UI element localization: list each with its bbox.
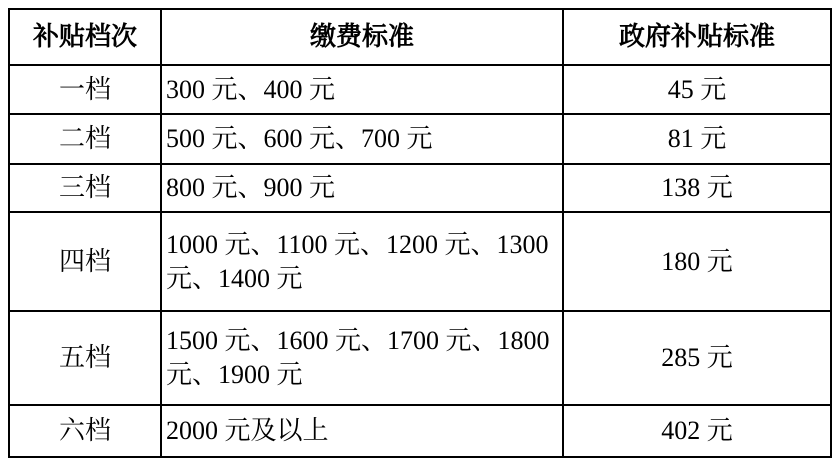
payment-cell: 1500 元、1600 元、1700 元、1800 元、1900 元 [161, 311, 563, 405]
header-payment-standard: 缴费标准 [161, 9, 563, 65]
tier-cell: 六档 [9, 405, 161, 457]
subsidy-cell: 45 元 [563, 65, 831, 114]
tier-cell: 一档 [9, 65, 161, 114]
payment-cell: 800 元、900 元 [161, 164, 563, 212]
tier-cell: 二档 [9, 114, 161, 164]
table-row [9, 212, 831, 311]
payment-cell: 2000 元及以上 [161, 405, 563, 457]
subsidy-cell: 402 元 [563, 405, 831, 457]
subsidy-tier-table [8, 8, 832, 458]
tier-cell: 三档 [9, 164, 161, 212]
subsidy-cell: 285 元 [563, 311, 831, 405]
table-row [9, 311, 831, 405]
subsidy-cell: 180 元 [563, 212, 831, 311]
payment-cell: 300 元、400 元 [161, 65, 563, 114]
table-row [9, 65, 831, 114]
table-row [9, 164, 831, 212]
payment-cell: 500 元、600 元、700 元 [161, 114, 563, 164]
tier-cell: 五档 [9, 311, 161, 405]
header-government-subsidy: 政府补贴标准 [563, 9, 831, 65]
table-row [9, 114, 831, 164]
header-tier: 补贴档次 [9, 9, 161, 65]
tier-cell: 四档 [9, 212, 161, 311]
subsidy-cell: 138 元 [563, 164, 831, 212]
table-header-row [9, 9, 831, 65]
table-row [9, 405, 831, 457]
payment-cell: 1000 元、1100 元、1200 元、1300 元、1400 元 [161, 212, 563, 311]
subsidy-cell: 81 元 [563, 114, 831, 164]
